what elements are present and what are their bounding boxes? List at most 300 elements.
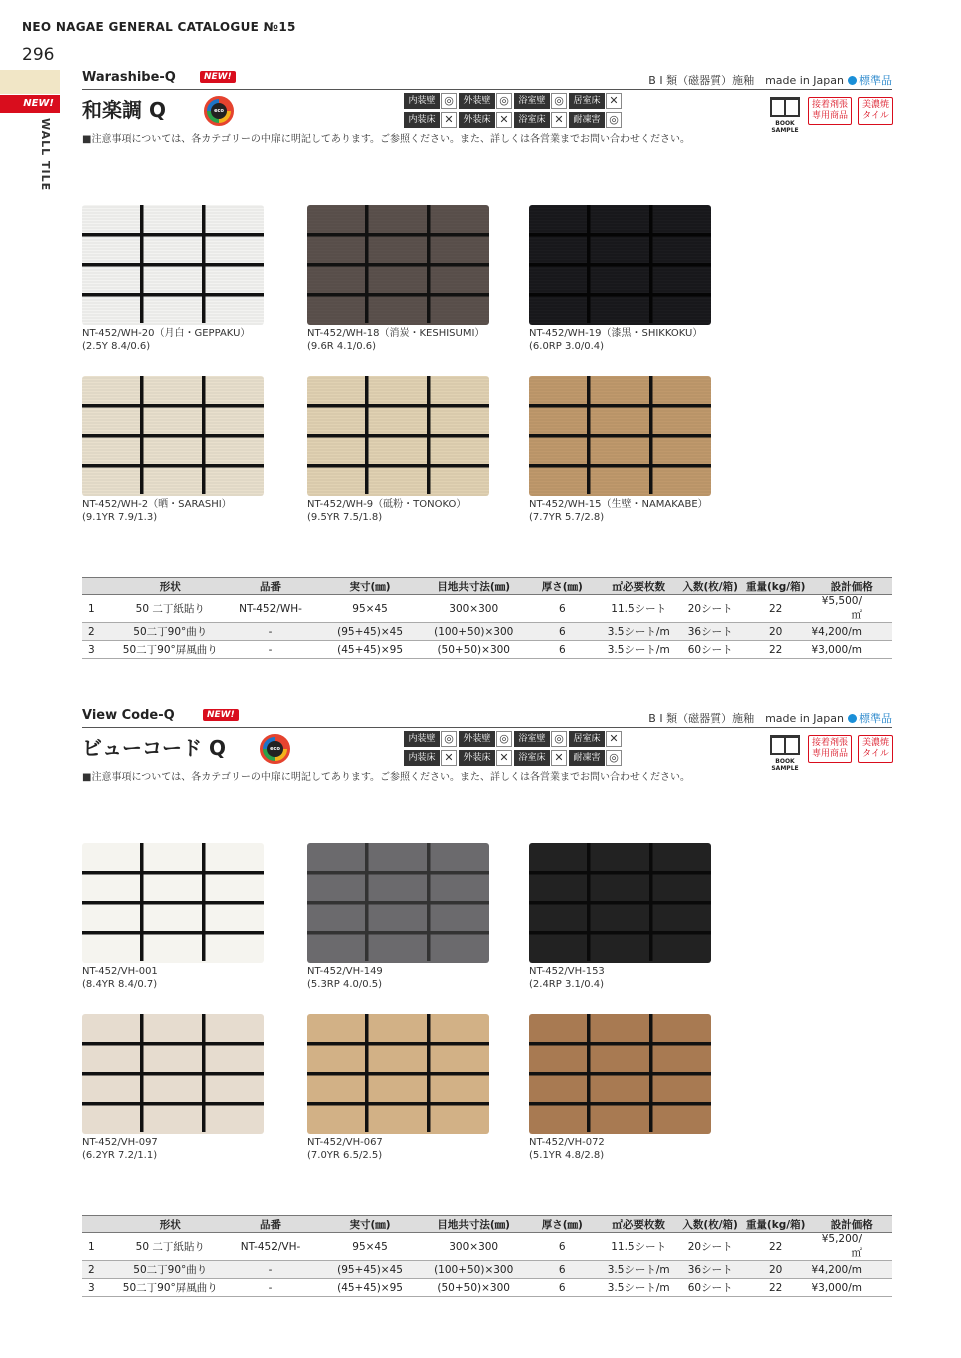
class-text: B I 類（磁器質）施釉 xyxy=(648,712,755,725)
row-weight: 22 xyxy=(740,1279,811,1297)
tile-grout-horizontal xyxy=(82,464,264,468)
tile-grout-vertical xyxy=(427,873,431,901)
usage-label: 耐凍害 xyxy=(569,112,605,128)
tile-grout-vertical xyxy=(140,1104,144,1132)
caution-note: ■注意事項については、各カテゴリーの中扉に明記してあります。ご参照ください。また、詳しくは各営業までお問い合わせください。 xyxy=(82,772,691,783)
book-sample-label: BOOK SAMPLE xyxy=(771,758,799,772)
tile-grout-vertical xyxy=(427,1074,431,1102)
tile-grout-horizontal xyxy=(307,871,489,875)
tile-grout-horizontal xyxy=(529,901,711,905)
spec-header-cell: 設計価格 xyxy=(811,1216,892,1233)
usage-cell xyxy=(404,731,458,747)
tile-grout-vertical xyxy=(427,843,431,871)
book-sample-icon xyxy=(770,735,800,755)
spec-header-cell: 設計価格 xyxy=(811,578,892,595)
tile-munsell-text: (7.0YR 6.5/2.5) xyxy=(307,1150,383,1161)
usage-cell xyxy=(459,731,513,747)
usage-mark: ✕ xyxy=(441,750,457,766)
row-number: 1 xyxy=(82,1233,120,1261)
row-shape: 50 二丁紙貼り xyxy=(120,595,221,623)
made-in-text: made in Japan xyxy=(765,712,844,725)
tile-code-text: NT-452/VH-072 xyxy=(529,1137,605,1148)
usage-label: 内装床 xyxy=(404,750,440,766)
tile-grout-vertical xyxy=(365,235,369,263)
tile-grout-vertical xyxy=(587,205,591,233)
tile-grout-vertical xyxy=(427,295,431,323)
usage-mark: ◎ xyxy=(496,731,512,747)
tile-grout-vertical xyxy=(427,1044,431,1072)
tile-grout-horizontal xyxy=(307,233,489,237)
tile-grout-vertical xyxy=(649,1014,653,1042)
tile-grout-vertical xyxy=(587,1104,591,1132)
usage-mark: ✕ xyxy=(496,750,512,766)
tile-grout-vertical xyxy=(649,1074,653,1102)
tile-grout-vertical xyxy=(202,295,206,323)
row-need-per-m2: 3.5シート/m xyxy=(597,641,680,659)
tile-grout-vertical xyxy=(140,1074,144,1102)
tile-grout-vertical xyxy=(202,265,206,293)
tile-grout-vertical xyxy=(587,1014,591,1042)
caution-note: ■注意事項については、各カテゴリーの中扉に明記してあります。ご参照ください。また、詳しくは各営業までお問い合わせください。 xyxy=(82,134,691,145)
tile-grout-horizontal xyxy=(82,1102,264,1106)
row-weight: 22 xyxy=(740,641,811,659)
table-row xyxy=(82,1233,892,1261)
tile-grout-vertical xyxy=(202,933,206,961)
row-number: 2 xyxy=(82,623,120,641)
tile-grout-vertical xyxy=(365,873,369,901)
tile-grout-vertical xyxy=(365,933,369,961)
tile-grout-vertical xyxy=(140,235,144,263)
row-size: (95+45)×45 xyxy=(320,623,420,641)
row-shape: 50二丁90°屏風曲り xyxy=(120,1279,221,1297)
tile-grout-vertical xyxy=(140,265,144,293)
tile-grout-horizontal xyxy=(307,464,489,468)
book-sample-icon xyxy=(770,97,800,117)
tile-grout-vertical xyxy=(427,265,431,293)
tile-grout-vertical xyxy=(140,933,144,961)
tile-grout-vertical xyxy=(649,843,653,871)
spec-header-cell: 形状 xyxy=(120,1216,221,1233)
tile-swatch xyxy=(529,1014,711,1134)
usage-mark: ◎ xyxy=(606,112,622,128)
tile-grout-vertical xyxy=(140,903,144,931)
class-text: B I 類（磁器質）施釉 xyxy=(648,74,755,87)
tile-swatch xyxy=(529,205,711,325)
tile-grout-vertical xyxy=(587,265,591,293)
usage-cell xyxy=(514,93,568,109)
tile-code-text: NT-452/VH-067 xyxy=(307,1137,383,1148)
tile-grout-vertical xyxy=(140,436,144,464)
tile-grout-vertical xyxy=(649,295,653,323)
tile-grout-vertical xyxy=(202,843,206,871)
tile-code-text: NT-452/WH-20（月白・GEPPAKU） xyxy=(82,328,251,339)
side-tab xyxy=(0,70,60,94)
section-header-row xyxy=(82,70,892,90)
row-code: - xyxy=(221,641,320,659)
row-qty-per-box: 60シート xyxy=(680,1279,740,1297)
row-thickness: 6 xyxy=(528,595,597,623)
usage-mark: ◎ xyxy=(441,731,457,747)
made-in-text: made in Japan xyxy=(765,74,844,87)
row-weight: 20 xyxy=(740,1261,811,1279)
spec-table xyxy=(82,577,892,659)
tile-product-code xyxy=(529,965,605,991)
tile-grout-vertical xyxy=(427,933,431,961)
spec-header-cell: 入数(枚/箱) xyxy=(680,1216,740,1233)
row-thickness: 6 xyxy=(528,641,597,659)
tile-grout-horizontal xyxy=(307,1072,489,1076)
row-code: - xyxy=(221,1261,320,1279)
tile-grout-vertical xyxy=(202,436,206,464)
classification-info xyxy=(648,710,892,726)
eco-label: eco xyxy=(211,103,227,119)
row-price: ¥3,000/m xyxy=(811,641,892,659)
usage-mark: ✕ xyxy=(606,731,622,747)
row-number: 2 xyxy=(82,1261,120,1279)
tile-grout-vertical xyxy=(365,205,369,233)
tile-munsell-text: (9.1YR 7.9/1.3) xyxy=(82,512,158,523)
row-code: NT-452/VH- xyxy=(221,1233,320,1261)
tile-grout-vertical xyxy=(140,843,144,871)
tile-grout-vertical xyxy=(140,295,144,323)
spec-header-cell xyxy=(82,1216,120,1233)
table-row xyxy=(82,623,892,641)
row-need-per-m2: 3.5シート/m xyxy=(597,1261,680,1279)
usage-label: 外装壁 xyxy=(459,731,495,747)
adhesive-only-text: 接着剤張 専用商品 xyxy=(812,738,849,759)
usage-mark: ✕ xyxy=(441,112,457,128)
usage-mark: ◎ xyxy=(496,93,512,109)
tile-munsell-text: (2.4RP 3.1/0.4) xyxy=(529,979,605,990)
new-badge: NEW! xyxy=(203,709,239,721)
usage-cell xyxy=(459,750,513,766)
tile-grout-horizontal xyxy=(82,404,264,408)
tile-grout-horizontal xyxy=(529,871,711,875)
adhesive-only-text: 接着剤張 専用商品 xyxy=(812,100,849,121)
row-number: 3 xyxy=(82,1279,120,1297)
tile-grout-vertical xyxy=(587,235,591,263)
row-joint: (50+50)×300 xyxy=(420,1279,528,1297)
row-need-per-m2: 3.5シート/m xyxy=(597,1279,680,1297)
tile-grout-horizontal xyxy=(529,1042,711,1046)
spec-header-row xyxy=(82,578,892,595)
tile-grout-vertical xyxy=(649,406,653,434)
tile-grout-horizontal xyxy=(307,293,489,297)
spec-header-row xyxy=(82,1216,892,1233)
usage-mark: ✕ xyxy=(606,93,622,109)
spec-header-cell: ㎡必要枚数 xyxy=(597,578,680,595)
tile-grout-vertical xyxy=(140,1044,144,1072)
tile-swatch xyxy=(307,1014,489,1134)
usage-mark: ◎ xyxy=(606,750,622,766)
row-size: (95+45)×45 xyxy=(320,1261,420,1279)
catalogue-title: NEO NAGAE GENERAL CATALOGUE №15 xyxy=(22,20,296,34)
tile-grout-horizontal xyxy=(82,233,264,237)
tile-grout-horizontal xyxy=(82,871,264,875)
tile-swatch xyxy=(82,843,264,963)
section-header-row xyxy=(82,708,892,728)
tile-grout-horizontal xyxy=(529,464,711,468)
tile-grout-vertical xyxy=(587,933,591,961)
tile-grout-vertical xyxy=(202,873,206,901)
usage-cell xyxy=(569,93,623,109)
tile-grout-horizontal xyxy=(82,263,264,267)
row-price: ¥4,200/m xyxy=(811,623,892,641)
tile-grout-horizontal xyxy=(307,1042,489,1046)
tile-product-code xyxy=(82,1136,158,1162)
row-shape: 50二丁90°曲り xyxy=(120,623,221,641)
new-badge: NEW! xyxy=(200,71,236,83)
usage-label: 外装床 xyxy=(459,750,495,766)
book-sample-label: BOOK SAMPLE xyxy=(771,120,799,134)
tile-grout-vertical xyxy=(649,1104,653,1132)
tile-swatch xyxy=(307,376,489,496)
tile-grout-vertical xyxy=(202,406,206,434)
tile-grout-vertical xyxy=(202,1104,206,1132)
tile-grout-horizontal xyxy=(82,1072,264,1076)
tile-munsell-text: (7.7YR 5.7/2.8) xyxy=(529,512,605,523)
usage-cell xyxy=(404,93,458,109)
tile-grout-vertical xyxy=(649,1044,653,1072)
tile-product-code xyxy=(307,327,484,353)
usage-cell xyxy=(459,112,513,128)
tile-grout-horizontal xyxy=(529,233,711,237)
usage-label: 外装床 xyxy=(459,112,495,128)
row-price: ¥5,200/㎡ xyxy=(811,1233,892,1261)
tile-grout-vertical xyxy=(365,843,369,871)
adhesive-only-badge xyxy=(808,735,852,763)
tile-grout-horizontal xyxy=(82,901,264,905)
usage-mark: ◎ xyxy=(551,731,567,747)
tile-grout-vertical xyxy=(140,466,144,494)
tile-munsell-text: (5.1YR 4.8/2.8) xyxy=(529,1150,605,1161)
spec-header-cell: 形状 xyxy=(120,578,221,595)
usage-label: 外装壁 xyxy=(459,93,495,109)
side-new-badge: NEW! xyxy=(0,95,60,113)
product-section xyxy=(82,70,892,170)
tile-grout-vertical xyxy=(365,376,369,404)
tile-swatch xyxy=(82,1014,264,1134)
tile-grout-vertical xyxy=(649,873,653,901)
tile-grout-vertical xyxy=(427,1014,431,1042)
usage-cell xyxy=(514,112,568,128)
tile-swatch xyxy=(529,843,711,963)
tile-grout-vertical xyxy=(587,406,591,434)
spec-table xyxy=(82,1215,892,1297)
usage-mark: ✕ xyxy=(551,112,567,128)
usage-label: 浴室床 xyxy=(514,112,550,128)
usage-label: 居室床 xyxy=(569,731,605,747)
tile-grout-horizontal xyxy=(307,1102,489,1106)
usage-cell xyxy=(514,731,568,747)
page-number: 296 xyxy=(22,45,55,65)
row-price: ¥4,200/m xyxy=(811,1261,892,1279)
row-qty-per-box: 60シート xyxy=(680,641,740,659)
usage-cell xyxy=(459,93,513,109)
row-code: NT-452/WH- xyxy=(221,595,320,623)
product-en-title: View Code-Q xyxy=(82,708,175,723)
spec-header-cell: 厚さ(㎜) xyxy=(528,578,597,595)
tile-code-text: NT-452/VH-001 xyxy=(82,966,158,977)
tile-grout-horizontal xyxy=(307,404,489,408)
spec-header-cell: 厚さ(㎜) xyxy=(528,1216,597,1233)
tile-code-text: NT-452/VH-097 xyxy=(82,1137,158,1148)
tile-grout-horizontal xyxy=(82,434,264,438)
tile-grout-horizontal xyxy=(529,434,711,438)
tile-grout-vertical xyxy=(587,436,591,464)
tile-grout-vertical xyxy=(365,1014,369,1042)
tile-product-code xyxy=(307,965,383,991)
tile-grout-vertical xyxy=(649,933,653,961)
tile-grout-vertical xyxy=(649,205,653,233)
usage-mark: ✕ xyxy=(551,750,567,766)
tile-grout-vertical xyxy=(365,265,369,293)
tile-grout-horizontal xyxy=(529,263,711,267)
eco-friendly-icon xyxy=(260,734,290,764)
row-joint: (100+50)×300 xyxy=(420,1261,528,1279)
tile-grout-vertical xyxy=(649,436,653,464)
spec-header-cell xyxy=(82,578,120,595)
row-shape: 50二丁90°曲り xyxy=(120,1261,221,1279)
row-size: 95×45 xyxy=(320,1233,420,1261)
tile-grout-vertical xyxy=(649,235,653,263)
tile-product-code xyxy=(529,327,702,353)
mino-ware-text: 美濃焼 タイル xyxy=(862,100,890,121)
row-shape: 50二丁90°屏風曲り xyxy=(120,641,221,659)
tile-munsell-text: (8.4YR 8.4/0.7) xyxy=(82,979,158,990)
table-row xyxy=(82,595,892,623)
tile-swatch xyxy=(307,843,489,963)
mino-ware-badge xyxy=(858,97,893,125)
row-qty-per-box: 36シート xyxy=(680,623,740,641)
tile-grout-vertical xyxy=(587,376,591,404)
row-joint: (100+50)×300 xyxy=(420,623,528,641)
row-number: 3 xyxy=(82,641,120,659)
tile-grout-vertical xyxy=(202,235,206,263)
usage-label: 浴室床 xyxy=(514,750,550,766)
row-thickness: 6 xyxy=(528,1261,597,1279)
tile-munsell-text: (2.5Y 8.4/0.6) xyxy=(82,341,151,352)
tile-grout-vertical xyxy=(140,406,144,434)
usage-label: 内装床 xyxy=(404,112,440,128)
tile-grout-vertical xyxy=(427,466,431,494)
tile-code-text: NT-452/WH-19（漆黒・SHIKKOKU） xyxy=(529,328,703,339)
row-need-per-m2: 11.5シート xyxy=(597,1233,680,1261)
table-row xyxy=(82,1279,892,1297)
usage-label: 耐凍害 xyxy=(569,750,605,766)
tile-grout-vertical xyxy=(427,903,431,931)
tile-grout-vertical xyxy=(427,406,431,434)
standard-label: 標準品 xyxy=(859,712,892,725)
tile-code-text: NT-452/VH-153 xyxy=(529,966,605,977)
tile-grout-horizontal xyxy=(307,931,489,935)
usage-cell xyxy=(404,750,458,766)
usage-label: 浴室壁 xyxy=(514,93,550,109)
tile-grout-vertical xyxy=(587,295,591,323)
row-code: - xyxy=(221,1279,320,1297)
tile-grout-vertical xyxy=(140,873,144,901)
tile-munsell-text: (9.5YR 7.5/1.8) xyxy=(307,512,383,523)
tile-grout-horizontal xyxy=(82,931,264,935)
tile-product-code xyxy=(529,1136,605,1162)
tile-grout-vertical xyxy=(365,903,369,931)
tile-grout-vertical xyxy=(587,873,591,901)
tile-grout-vertical xyxy=(202,1014,206,1042)
usage-label: 内装壁 xyxy=(404,93,440,109)
tile-code-text: NT-452/WH-9（砥粉・TONOKO） xyxy=(307,499,467,510)
row-joint: 300×300 xyxy=(420,1233,528,1261)
tile-munsell-text: (5.3RP 4.0/0.5) xyxy=(307,979,383,990)
tile-grout-vertical xyxy=(587,903,591,931)
spec-header-cell: 実寸(㎜) xyxy=(320,1216,420,1233)
tile-grout-vertical xyxy=(427,436,431,464)
tile-swatch xyxy=(82,205,264,325)
product-en-title: Warashibe-Q xyxy=(82,70,176,85)
row-price: ¥3,000/m xyxy=(811,1279,892,1297)
tile-grout-vertical xyxy=(140,205,144,233)
usage-label: 居室床 xyxy=(569,93,605,109)
tile-swatch xyxy=(82,376,264,496)
usage-cell xyxy=(404,112,458,128)
row-need-per-m2: 3.5シート/m xyxy=(597,623,680,641)
tile-grout-vertical xyxy=(365,466,369,494)
tile-grout-horizontal xyxy=(529,404,711,408)
standard-dot-icon xyxy=(848,76,857,85)
tile-grout-vertical xyxy=(365,1044,369,1072)
row-shape: 50 二丁紙貼り xyxy=(120,1233,221,1261)
tile-code-text: NT-452/WH-18（消炭・KESHISUMI） xyxy=(307,328,485,339)
usage-mark: ◎ xyxy=(441,93,457,109)
tile-munsell-text: (6.2YR 7.2/1.1) xyxy=(82,1150,158,1161)
spec-header-cell: 目地共寸法(㎜) xyxy=(420,1216,528,1233)
spec-header-cell: 品番 xyxy=(221,578,320,595)
side-category-label: WALL TILE xyxy=(39,118,52,192)
usage-mark: ◎ xyxy=(551,93,567,109)
tile-product-code xyxy=(82,498,232,524)
mino-ware-badge xyxy=(858,735,893,763)
usage-cell xyxy=(569,112,623,128)
row-thickness: 6 xyxy=(528,1233,597,1261)
row-joint: 300×300 xyxy=(420,595,528,623)
usage-mark: ✕ xyxy=(496,112,512,128)
spec-header-cell: 品番 xyxy=(221,1216,320,1233)
adhesive-only-badge xyxy=(808,97,852,125)
tile-grout-vertical xyxy=(649,466,653,494)
row-joint: (50+50)×300 xyxy=(420,641,528,659)
tile-grout-vertical xyxy=(365,406,369,434)
mino-ware-text: 美濃焼 タイル xyxy=(862,738,890,759)
tile-code-text: NT-452/WH-15（生壁・NAMAKABE） xyxy=(529,499,708,510)
eco-label: eco xyxy=(267,741,283,757)
tile-grout-vertical xyxy=(202,1074,206,1102)
spec-header-cell: 目地共寸法(㎜) xyxy=(420,578,528,595)
tile-code-text: NT-452/WH-2（晒・SARASHI） xyxy=(82,499,232,510)
tile-grout-horizontal xyxy=(82,1042,264,1046)
tile-swatch xyxy=(307,205,489,325)
row-code: - xyxy=(221,623,320,641)
product-section xyxy=(82,708,892,808)
tile-grout-horizontal xyxy=(529,1072,711,1076)
usage-cell xyxy=(569,731,623,747)
row-weight: 22 xyxy=(740,1233,811,1261)
tile-grout-vertical xyxy=(202,1044,206,1072)
tile-grout-horizontal xyxy=(307,901,489,905)
tile-grout-vertical xyxy=(427,376,431,404)
row-size: 95×45 xyxy=(320,595,420,623)
tile-munsell-text: (9.6R 4.1/0.6) xyxy=(307,341,377,352)
usage-label: 内装壁 xyxy=(404,731,440,747)
tile-code-text: NT-452/VH-149 xyxy=(307,966,383,977)
